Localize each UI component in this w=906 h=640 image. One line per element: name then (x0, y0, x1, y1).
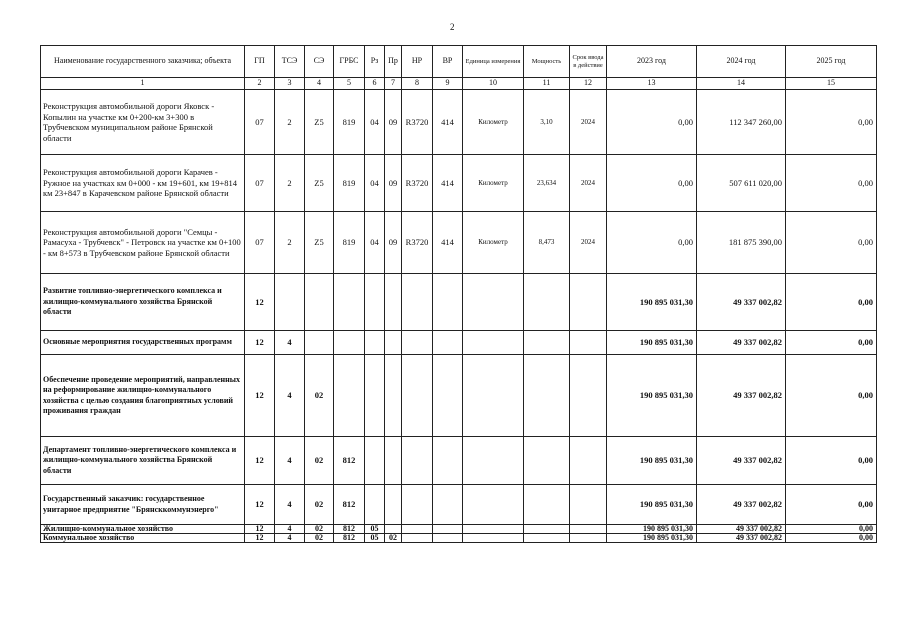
cell-grbs: 819 (334, 90, 365, 155)
cell-year-2025: 0,00 (786, 355, 877, 437)
header-vr: ВР (433, 46, 463, 78)
header-row (41, 46, 877, 78)
column-number: 14 (697, 78, 786, 90)
cell-rz: 04 (365, 90, 385, 155)
cell-deadline (570, 437, 607, 485)
cell-rz (365, 355, 385, 437)
cell-year-2023: 190 895 031,30 (607, 274, 697, 331)
cell-se: 02 (305, 525, 334, 534)
cell-nr: R3720 (402, 212, 433, 274)
cell-deadline (570, 331, 607, 355)
header-se: СЭ (305, 46, 334, 78)
cell-rz: 05 (365, 525, 385, 534)
cell-vr (433, 525, 463, 534)
cell-year-2024: 49 337 002,82 (697, 525, 786, 534)
cell-year-2025: 0,00 (786, 437, 877, 485)
column-number-row (41, 78, 877, 90)
cell-vr (433, 485, 463, 525)
cell-grbs (334, 274, 365, 331)
cell-year-2023: 0,00 (607, 155, 697, 212)
column-number: 6 (365, 78, 385, 90)
cell-year-2025: 0,00 (786, 485, 877, 525)
cell-tse: 2 (275, 212, 305, 274)
cell-year-2025: 0,00 (786, 274, 877, 331)
header-unit: Единица измерения (463, 46, 524, 78)
cell-gp: 12 (245, 331, 275, 355)
cell-pr: 09 (385, 90, 402, 155)
cell-pr (385, 331, 402, 355)
cell-year-2025: 0,00 (786, 155, 877, 212)
cell-year-2023: 190 895 031,30 (607, 331, 697, 355)
cell-deadline: 2024 (570, 155, 607, 212)
cell-year-2023: 190 895 031,30 (607, 485, 697, 525)
cell-year-2025: 0,00 (786, 525, 877, 534)
cell-se: Z5 (305, 212, 334, 274)
cell-deadline (570, 355, 607, 437)
cell-tse: 2 (275, 90, 305, 155)
table-row (41, 534, 877, 543)
cell-tse: 4 (275, 355, 305, 437)
cell-vr (433, 274, 463, 331)
cell-nr (402, 331, 433, 355)
cell-pr: 02 (385, 534, 402, 543)
cell-pr (385, 355, 402, 437)
column-number: 8 (402, 78, 433, 90)
column-number: 4 (305, 78, 334, 90)
cell-se (305, 331, 334, 355)
cell-year-2023: 190 895 031,30 (607, 437, 697, 485)
cell-name: Коммунальное хозяйство (41, 534, 245, 543)
cell-pr (385, 274, 402, 331)
column-number: 12 (570, 78, 607, 90)
cell-pr (385, 437, 402, 485)
cell-tse: 4 (275, 437, 305, 485)
cell-year-2024: 49 337 002,82 (697, 274, 786, 331)
cell-year-2023: 190 895 031,30 (607, 525, 697, 534)
column-number: 9 (433, 78, 463, 90)
table-row (41, 355, 877, 437)
cell-tse: 4 (275, 485, 305, 525)
cell-deadline (570, 274, 607, 331)
header-gp: ГП (245, 46, 275, 78)
header-2025: 2025 год (786, 46, 877, 78)
cell-rz: 05 (365, 534, 385, 543)
header-pr: Пр (385, 46, 402, 78)
cell-tse (275, 274, 305, 331)
cell-gp: 12 (245, 534, 275, 543)
cell-deadline: 2024 (570, 90, 607, 155)
table-row (41, 155, 877, 212)
cell-gp: 07 (245, 212, 275, 274)
cell-nr (402, 525, 433, 534)
cell-nr (402, 274, 433, 331)
cell-vr: 414 (433, 155, 463, 212)
header-name: Наименование государственного заказчика; объекта (41, 46, 245, 78)
cell-capacityear- (524, 274, 570, 331)
cell-unit (463, 534, 524, 543)
cell-deadline (570, 525, 607, 534)
cell-year-2025: 0,00 (786, 90, 877, 155)
table-body (41, 90, 877, 543)
cell-nr (402, 355, 433, 437)
cell-gp: 07 (245, 90, 275, 155)
cell-pr (385, 485, 402, 525)
column-number: 2 (245, 78, 275, 90)
cell-capacityear- (524, 437, 570, 485)
cell-capacityear- (524, 525, 570, 534)
cell-year-2024: 49 337 002,82 (697, 534, 786, 543)
cell-grbs: 819 (334, 212, 365, 274)
cell-year-2024: 49 337 002,82 (697, 437, 786, 485)
cell-name: Реконструкция автомобильной дороги "Семцы - Рамасуха - Трубчевск" - Петровск на участке км 0+100 - км 8+573 в Трубчевском районе Брянской области (41, 212, 245, 274)
table-row (41, 331, 877, 355)
cell-unit (463, 355, 524, 437)
cell-pr (385, 525, 402, 534)
cell-unit (463, 525, 524, 534)
cell-rz: 04 (365, 155, 385, 212)
cell-unit: Километр (463, 90, 524, 155)
cell-rz (365, 331, 385, 355)
cell-year-2024: 181 875 390,00 (697, 212, 786, 274)
cell-name: Жилищно-коммунальное хозяйство (41, 525, 245, 534)
table-row (41, 274, 877, 331)
cell-nr (402, 437, 433, 485)
cell-year-2024: 49 337 002,82 (697, 331, 786, 355)
cell-vr (433, 355, 463, 437)
cell-grbs: 819 (334, 155, 365, 212)
header-2024: 2024 год (697, 46, 786, 78)
cell-pr: 09 (385, 155, 402, 212)
cell-vr (433, 331, 463, 355)
cell-nr (402, 534, 433, 543)
cell-grbs (334, 355, 365, 437)
cell-gp: 12 (245, 274, 275, 331)
header-tse: ТСЭ (275, 46, 305, 78)
cell-gp: 12 (245, 437, 275, 485)
cell-year-2024: 49 337 002,82 (697, 355, 786, 437)
cell-se: 02 (305, 437, 334, 485)
cell-name: Основные мероприятия государственных программ (41, 331, 245, 355)
column-number: 13 (607, 78, 697, 90)
cell-tse: 4 (275, 525, 305, 534)
cell-name: Развитие топливно-энергетического комплекса и жилищно-коммунального хозяйства Брянской области (41, 274, 245, 331)
cell-deadline (570, 534, 607, 543)
cell-unit (463, 437, 524, 485)
cell-se (305, 274, 334, 331)
cell-grbs: 812 (334, 525, 365, 534)
cell-capacityear-: 23,634 (524, 155, 570, 212)
cell-year-2023: 190 895 031,30 (607, 534, 697, 543)
cell-year-2025: 0,00 (786, 331, 877, 355)
header-grbs: ГРБС (334, 46, 365, 78)
cell-capacityear-: 8,473 (524, 212, 570, 274)
cell-unit (463, 485, 524, 525)
cell-deadline: 2024 (570, 212, 607, 274)
cell-name: Государственный заказчик: государственное унитарное предприятие "Брянсккоммунэнерго" (41, 485, 245, 525)
cell-unit (463, 274, 524, 331)
header-capacity: Мощность (524, 46, 570, 78)
cell-tse: 4 (275, 331, 305, 355)
cell-grbs: 812 (334, 485, 365, 525)
cell-se: 02 (305, 534, 334, 543)
cell-year-2023: 0,00 (607, 90, 697, 155)
page-number: 2 (450, 22, 455, 32)
column-number: 11 (524, 78, 570, 90)
budget-table (40, 45, 877, 543)
table-row (41, 525, 877, 534)
table-row (41, 90, 877, 155)
header-2023: 2023 год (607, 46, 697, 78)
column-number: 10 (463, 78, 524, 90)
cell-gp: 12 (245, 525, 275, 534)
cell-unit: Километр (463, 155, 524, 212)
cell-name: Обеспечение проведение мероприятий, направленных на реформирование жилищно-коммунального хозяйства с целью создания благоприятных условий проживания граждан (41, 355, 245, 437)
column-number: 5 (334, 78, 365, 90)
cell-capacityear- (524, 534, 570, 543)
cell-se: Z5 (305, 155, 334, 212)
cell-capacityear-: 3,10 (524, 90, 570, 155)
cell-grbs: 812 (334, 534, 365, 543)
cell-nr: R3720 (402, 155, 433, 212)
cell-grbs (334, 331, 365, 355)
cell-vr: 414 (433, 212, 463, 274)
cell-name: Реконструкция автомобильной дороги Яковск - Копылин на участке км 0+200-км 3+300 в Трубчевском муниципальном районе Брянской области (41, 90, 245, 155)
cell-vr (433, 437, 463, 485)
cell-se: Z5 (305, 90, 334, 155)
cell-tse: 4 (275, 534, 305, 543)
cell-rz (365, 485, 385, 525)
column-number: 1 (41, 78, 245, 90)
table-row (41, 212, 877, 274)
header-nr: НР (402, 46, 433, 78)
cell-name: Департамент топливно-энергетического комплекса и жилищно-коммунального хозяйства Брянской области (41, 437, 245, 485)
table-row (41, 437, 877, 485)
cell-year-2023: 0,00 (607, 212, 697, 274)
cell-nr: R3720 (402, 90, 433, 155)
cell-vr: 414 (433, 90, 463, 155)
cell-tse: 2 (275, 155, 305, 212)
column-number: 7 (385, 78, 402, 90)
cell-year-2025: 0,00 (786, 212, 877, 274)
cell-vr (433, 534, 463, 543)
cell-rz (365, 274, 385, 331)
cell-year-2023: 190 895 031,30 (607, 355, 697, 437)
cell-deadline (570, 485, 607, 525)
cell-se: 02 (305, 485, 334, 525)
table-row (41, 485, 877, 525)
cell-year-2024: 507 611 020,00 (697, 155, 786, 212)
cell-unit: Километр (463, 212, 524, 274)
cell-gp: 12 (245, 485, 275, 525)
cell-capacityear- (524, 485, 570, 525)
cell-year-2024: 49 337 002,82 (697, 485, 786, 525)
column-number: 3 (275, 78, 305, 90)
header-deadline: Срок ввода в действие (570, 46, 607, 78)
cell-gp: 12 (245, 355, 275, 437)
cell-name: Реконструкция автомобильной дороги Карачев - Ружное на участках км 0+000 - км 19+601, км 19+814 км 23+847 в Карачевском районе Брянской области (41, 155, 245, 212)
cell-year-2025: 0,00 (786, 534, 877, 543)
cell-gp: 07 (245, 155, 275, 212)
column-number: 15 (786, 78, 877, 90)
cell-rz: 04 (365, 212, 385, 274)
cell-se: 02 (305, 355, 334, 437)
cell-grbs: 812 (334, 437, 365, 485)
header-rz: Рз (365, 46, 385, 78)
cell-unit (463, 331, 524, 355)
cell-year-2024: 112 347 260,00 (697, 90, 786, 155)
cell-capacityear- (524, 355, 570, 437)
cell-nr (402, 485, 433, 525)
cell-rz (365, 437, 385, 485)
cell-capacityear- (524, 331, 570, 355)
cell-pr: 09 (385, 212, 402, 274)
